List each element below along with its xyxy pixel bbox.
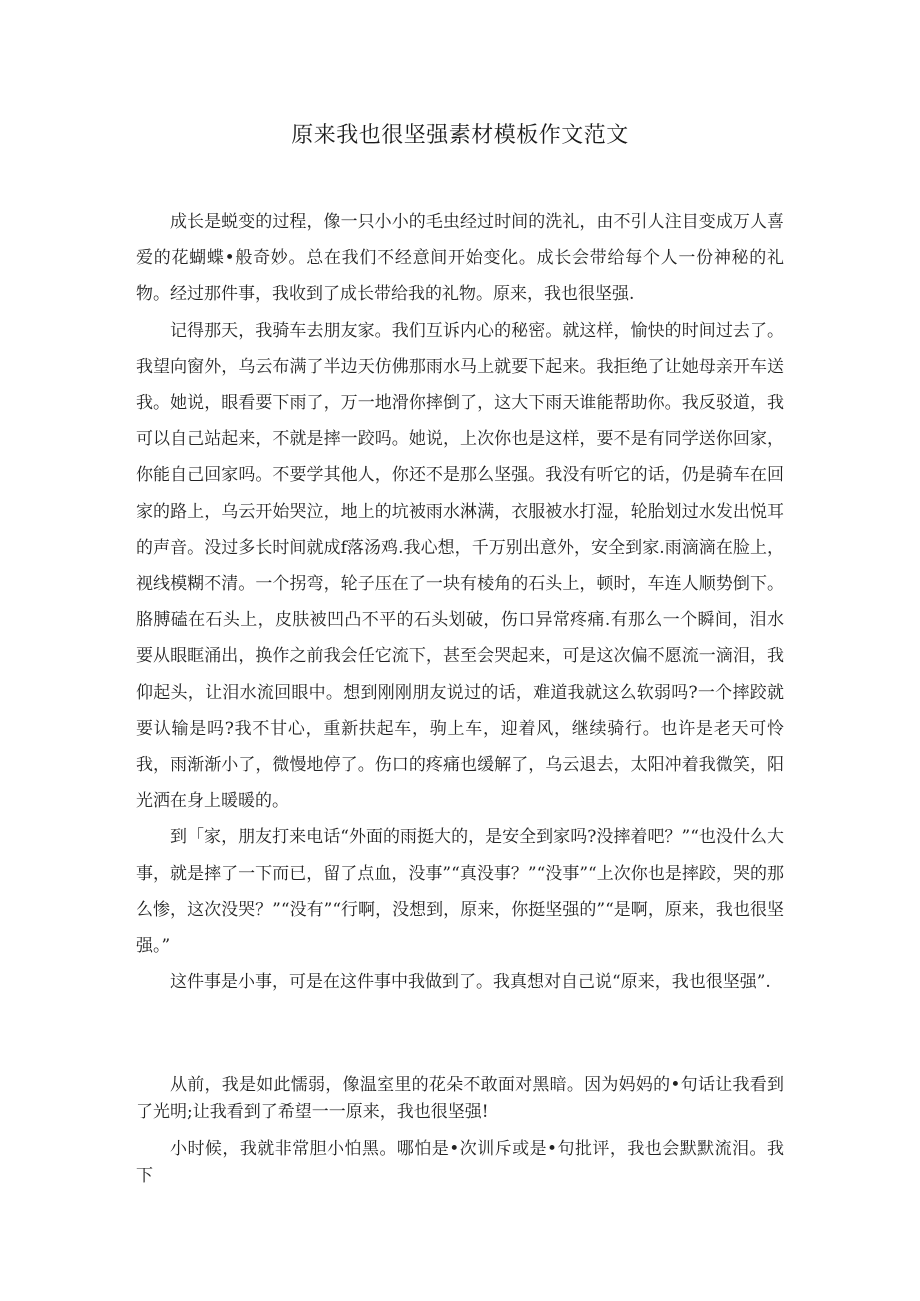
- body-section-2: [136, 1072, 784, 1190]
- paragraph: 到「家，朋友打来电话“外面的雨挺大的，是安全到家吗?没摔着吧？”“也没什么大事，就是摔了一下而已，留了点血，没事”“真没事？”“没事”“上次你也是摔跤，哭的那么惨，这次没哭？”“没有”“行啊，没想到，原来，你挺坚强的”“是啊，原来，我也很坚强。”: [136, 827, 784, 957]
- paragraph: 成长是蜕变的过程，像一只小小的毛虫经过时间的洗礼，由不引人注目变成万人喜爱的花蝴蝶•般奇妙。总在我们不经意间开始变化。成长会带给每个人一份神秘的礼物。经过那件事，我收到了成长带给我的礼物。原来，我也很坚强.: [136, 212, 784, 305]
- document-title: 原来我也很坚强素材模板作文范文: [291, 123, 629, 148]
- paragraph: 记得那天，我骑车去朋友家。我们互诉内心的秘密。就这样，愉快的时间过去了。我望向窗外，乌云布满了半边天仿佛那雨水马上就要下起来。我拒绝了让她母亲开车送我。她说，眼看要下雨了，万一地滑你摔倒了，这大下雨天谁能帮助你。我反驳道，我可以自己站起来，不就是摔一跤吗。她说，上次你也是这样，要不是有同学送你回家，你能自己回家吗。不要学其他人，你还不是那么坚强。我没有听它的话，仍是骑车在回家的路上，乌云开始哭泣，地上的坑被雨水淋满，衣服被水打湿，轮胎划过水发出悦耳的声音。没过多长时间就成f落汤鸡.我心想，千万别出意外，安全到家.雨滴滴在脸上，视线模糊不清。一个拐弯，轮子压在了一块有棱角的石头上，顿时，车连人顺势倒下。胳膊磕在石头上，皮肤被凹凸不平的石头划破，伤口异常疼痛.有那么一个瞬间，泪水要从眼眶涌出，换作之前我会任它流下，甚至会哭起来，可是这次偏不愿流一滴泪，我仰起头，让泪水流回眼中。想到刚刚朋友说过的话，难道我就这么软弱吗?一个摔跤就要认输是吗?我不甘心，重新扶起车，驹上车，迎着风，继续骑行。也许是老天可怜我，雨渐渐小了，微慢地停了。伤口的疼痛也缓解了，乌云退去，太阳冲着我微笑，阳光洒在身上暖暖的。: [136, 320, 784, 812]
- paragraph: 从前，我是如此懦弱，像温室里的花朵不敢面对黑暗。因为妈妈的•句话让我看到了光明;让我看到了希望一一原来，我也很坚强!: [136, 1075, 784, 1122]
- paragraph: 小时候，我就非常胆小怕黑。哪怕是•次训斥或是•句批评，我也会默默流泪。我下: [136, 1139, 784, 1186]
- paragraph: 这件事是小事，可是在这件事中我做到了。我真想对自己说“原来，我也很坚强”.: [170, 972, 771, 993]
- body-section-1: [136, 204, 784, 1000]
